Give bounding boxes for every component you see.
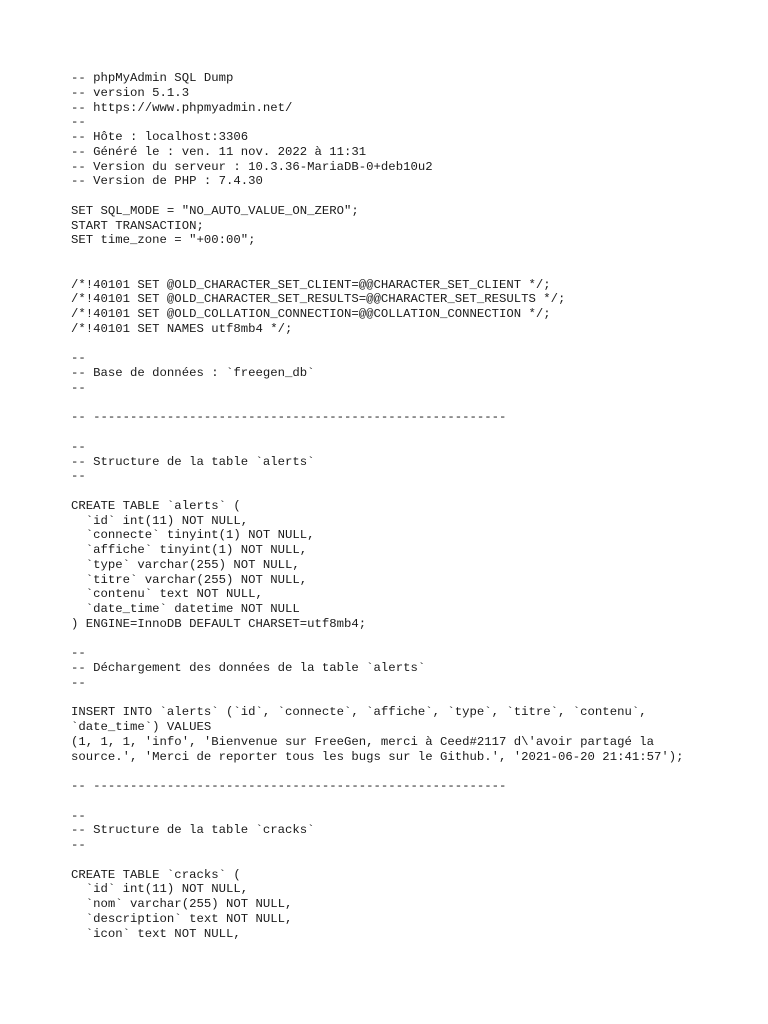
text-line: /*!40101 SET NAMES utf8mb4 */; [71, 321, 293, 336]
blank-line [71, 337, 751, 352]
text-line: `titre` varchar(255) NOT NULL, [71, 572, 308, 587]
text-line: CREATE TABLE `cracks` ( [71, 867, 241, 882]
text-line: (1, 1, 1, 'info', 'Bienvenue sur FreeGen, merci à Ceed#2117 d\'avoir partagé la [71, 734, 654, 749]
text-line: -- Version du serveur : 10.3.36-MariaDB-0+deb10u2 [71, 159, 433, 174]
text-line: CREATE TABLE `alerts` ( [71, 498, 241, 513]
text-line: SET SQL_MODE = "NO_AUTO_VALUE_ON_ZERO"; [71, 203, 359, 218]
text-line: -- Structure de la table `alerts` [71, 454, 315, 469]
text-line: `date_time` datetime NOT NULL [71, 602, 300, 616]
separator-line: -- -------------------------------------------------------- [71, 410, 507, 425]
blank-line [71, 794, 751, 809]
text-line: -- Généré le : ven. 11 nov. 2022 à 11:31 [71, 144, 367, 159]
blank-line [71, 396, 751, 411]
text-line: /*!40101 SET @OLD_CHARACTER_SET_CLIENT=@@CHARACTER_SET_CLIENT */; [71, 277, 551, 292]
text-line: -- Hôte : localhost:3306 [71, 130, 249, 144]
text-line: -- [71, 838, 86, 852]
blank-line [71, 632, 751, 647]
text-line: -- version 5.1.3 [71, 85, 190, 100]
text-line: `id` int(11) NOT NULL, [71, 513, 249, 528]
text-line: /*!40101 SET @OLD_CHARACTER_SET_RESULTS=@@CHARACTER_SET_RESULTS */; [71, 292, 566, 307]
text-line: -- [71, 469, 86, 484]
text-line: `type` varchar(255) NOT NULL, [71, 557, 300, 572]
text-line: SET time_zone = "+00:00"; [71, 233, 256, 248]
sql-dump-document [71, 71, 751, 941]
blank-line [71, 691, 751, 706]
text-line: `description` text NOT NULL, [71, 911, 293, 926]
separator-line: -- -------------------------------------------------------- [71, 779, 507, 793]
text-line: -- [71, 351, 86, 366]
text-line: `date_time`) VALUES [71, 720, 212, 734]
text-line: -- [71, 675, 86, 690]
text-line: source.', 'Merci de reporter tous les bugs sur le Github.', '2021-06-20 21:41:57'); [71, 749, 684, 764]
text-line: `contenu` text NOT NULL, [71, 587, 263, 602]
text-line: -- [71, 115, 86, 130]
text-line: -- Version de PHP : 7.4.30 [71, 174, 263, 189]
text-line: `affiche` tinyint(1) NOT NULL, [71, 543, 308, 557]
text-line: -- Déchargement des données de la table `alerts` [71, 661, 426, 675]
text-line: INSERT INTO `alerts` (`id`, `connecte`, `affiche`, `type`, `titre`, `contenu`, [71, 705, 647, 720]
text-line: `id` int(11) NOT NULL, [71, 882, 249, 897]
text-line: `nom` varchar(255) NOT NULL, [71, 897, 293, 911]
text-line: /*!40101 SET @OLD_COLLATION_CONNECTION=@@COLLATION_CONNECTION */; [71, 307, 551, 321]
text-line: `connecte` tinyint(1) NOT NULL, [71, 528, 315, 543]
text-line: -- https://www.phpmyadmin.net/ [71, 100, 293, 115]
text-line: `icon` text NOT NULL, [71, 926, 241, 941]
blank-line [71, 263, 751, 278]
text-line: -- [71, 808, 86, 823]
text-line: ) ENGINE=InnoDB DEFAULT CHARSET=utf8mb4; [71, 616, 367, 631]
blank-line [71, 189, 751, 204]
blank-line [71, 248, 751, 263]
text-line: START TRANSACTION; [71, 218, 204, 233]
text-line: -- Structure de la table `cracks` [71, 823, 315, 838]
blank-line [71, 425, 751, 440]
text-line: -- Base de données : `freegen_db` [71, 366, 315, 380]
text-line: -- [71, 646, 86, 661]
text-line: -- [71, 439, 86, 454]
text-line: -- [71, 380, 86, 395]
text-line: -- phpMyAdmin SQL Dump [71, 71, 234, 85]
blank-line [71, 853, 751, 868]
blank-line [71, 764, 751, 779]
blank-line [71, 484, 751, 499]
